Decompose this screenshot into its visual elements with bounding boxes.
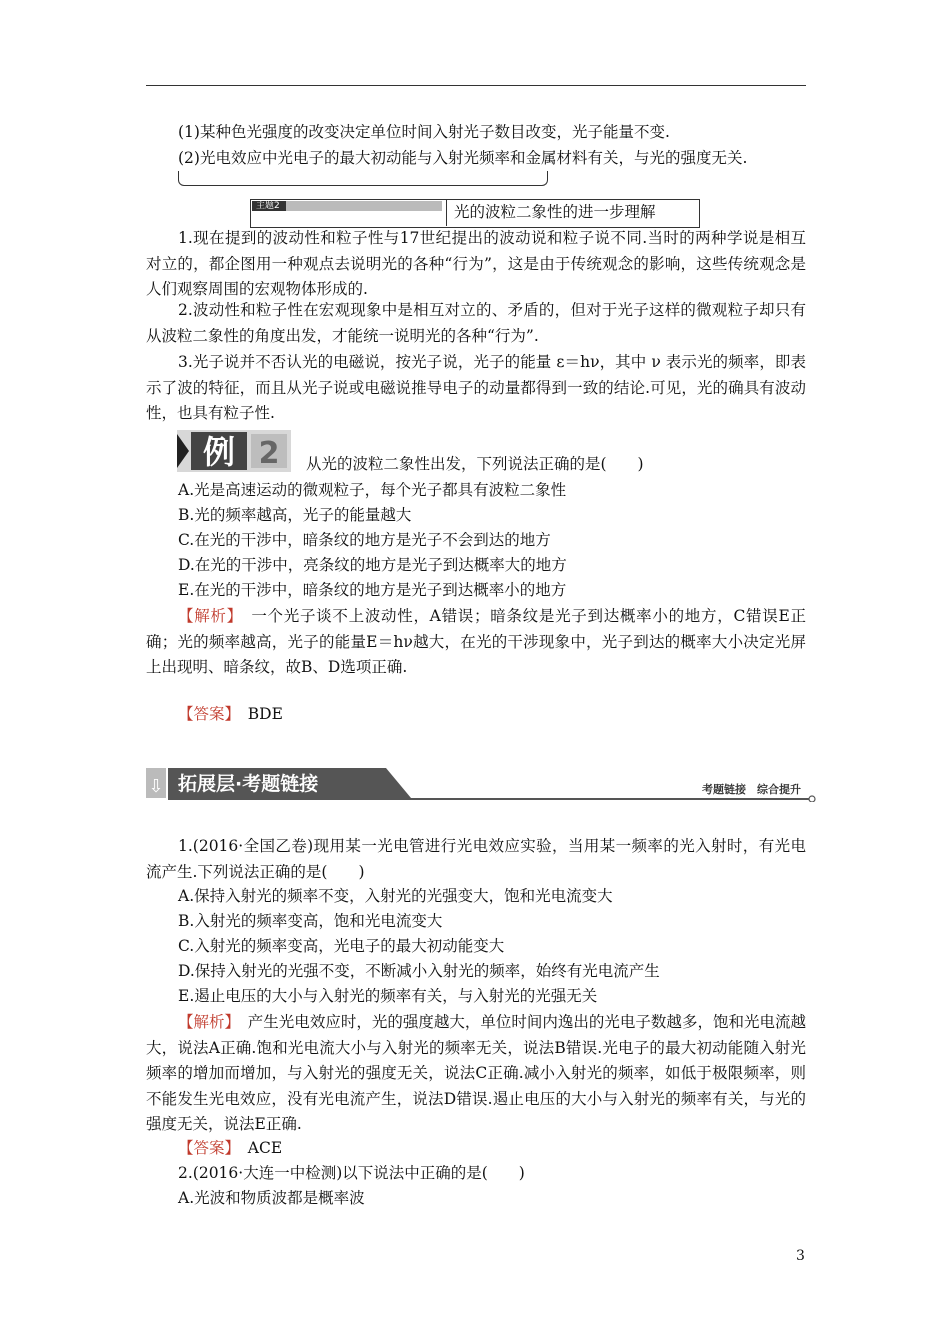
example-option-e: E.在光的干涉中，暗条纹的地方是光子到达概率小的地方 [178,581,567,599]
q1-option-e: E.遏止电压的大小与入射光的频率有关，与入射光的光强无关 [178,987,598,1005]
topic-tag: 主题2 [256,201,280,211]
intro-line-1: (1)某种色光强度的改变决定单位时间入射光子数目改变，光子能量不变. [178,123,670,141]
topic-divider [446,199,447,226]
example-banner [177,430,291,472]
q1-answer [178,1136,282,1161]
point-3: 3.光子说并不否认光的电磁说，按光子说，光子的能量 ε＝hν，其中 ν 表示光的频率，即表示了波的特征，而且从光子说或电磁说推导电子的动量都得到一致的结论.可见，光的确具有波动性，也具有粒子性. [146,353,806,422]
example-option-c: C.在光的干涉中，暗条纹的地方是光子不会到达的地方 [178,531,551,549]
example-option-a: A.光是高速运动的微观粒子，每个光子都具有波粒二象性 [178,481,567,499]
q1-option-d: D.保持入射光的光强不变，不断减小入射光的频率，始终有光电流产生 [178,962,660,980]
q2-option-a: A.光波和物质波都是概率波 [178,1189,365,1207]
q1-option-b: B.入射光的频率变高，饱和光电流变大 [178,912,443,930]
example-option-d: D.在光的干涉中，亮条纹的地方是光子到达概率大的地方 [178,556,567,574]
q1-answer-text: ACE [247,1139,283,1157]
point-2: 2.波动性和粒子性在宏观现象中是相互对立的、矛盾的，但对于光子这样的微观粒子却只有从波粒二象性的角度出发，才能统一说明光的各种“行为”. [146,301,806,345]
page-number: 3 [796,1248,805,1264]
extension-banner [146,768,816,802]
analysis-label: 【解析】 [178,607,236,625]
brace-decoration [178,171,548,186]
example-banner-char: 例 [202,433,236,471]
q1-analysis [146,1010,806,1138]
topic-title: 光的波粒二象性的进一步理解 [454,203,656,221]
intro-line-2: (2)光电效应中光电子的最大初动能与入射光频率和金属材料有关，与光的强度无关. [178,149,748,167]
q1-option-c: C.入射光的频率变高，光电子的最大初动能变大 [178,937,505,955]
point-1: 1.现在提到的波动性和粒子性与17世纪提出的波动说和粒子说不同.当时的两种学说是相互对立的，都企图用一种观点去说明光的各种“行为”，这是由于传统观念的影响，这些传统观念是人们观察周围的宏观物体形成的. [146,229,806,298]
example-analysis [146,604,806,681]
svg-text:⇩: ⇩ [148,776,164,797]
q1-option-a: A.保持入射光的频率不变，入射光的光强变大，饱和光电流变大 [178,887,613,905]
topic-tag-bar [252,201,442,211]
example-banner-number: 2 [258,436,280,471]
q1-stem: 1.(2016·全国乙卷)现用某一光电管进行光电效应实验，当用某一频率的光入射时，有光电流产生.下列说法正确的是( ) [146,837,806,881]
extension-right: 考题链接 综合提升 [702,783,801,796]
q1-analysis-label: 【解析】 [178,1013,233,1031]
q1-answer-label: 【答案】 [178,1139,233,1157]
q2-stem: 2.(2016·大连一中检测)以下说法中正确的是( ) [178,1164,525,1182]
header-rule [146,85,806,86]
answer-text: BDE [247,705,283,723]
analysis-text: 一个光子谈不上波动性，A错误；暗条纹是光子到达概率小的地方，C错误E正确；光的频率越高，光子的能量E＝hν越大，在光的干涉现象中，光子到达的概率大小决定光屏上出现明、暗条纹，故B、D选项正确. [146,607,806,676]
example-question: 从光的波粒二象性出发，下列说法正确的是( ) [306,455,644,473]
q1-analysis-text: 产生光电效应时，光的强度越大，单位时间内逸出的光电子数越多，饱和光电流越大，说法A正确.饱和光电流大小与入射光的频率无关，说法B错误.光电子的最大初动能随入射光频率的增加而增加，与入射光的强度无关，说法C正确.减小入射光的频率，如低于极限频率，则不能发生光电效应，没有光电流产生，说法D错误.遏止电压的大小与入射光的频率有关，与光的强度无关，说法E正确. [146,1013,806,1133]
answer-label: 【答案】 [178,705,233,723]
extension-title: 拓展层·考题链接 [178,773,319,795]
example-option-b: B.光的频率越高，光子的能量越大 [178,506,412,524]
example-answer [178,702,283,727]
